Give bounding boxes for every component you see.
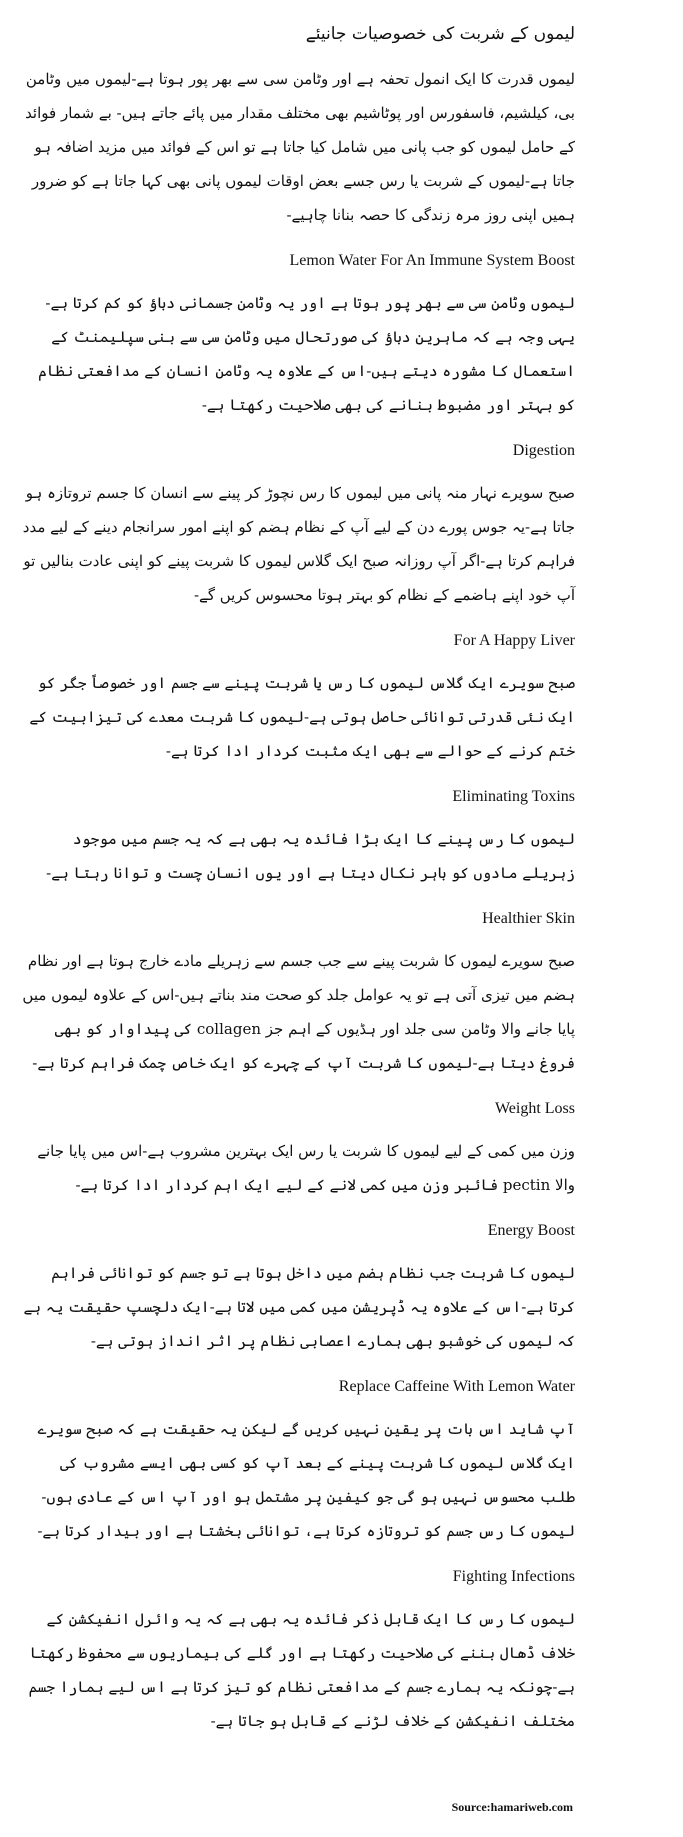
section-heading: Lemon Water For An Immune System Boost bbox=[289, 252, 575, 269]
section-healthier-skin bbox=[22, 908, 575, 1080]
section-body: صبح سویرے لیموں کا شربت پینے سے جب جسم سے زہریلے مادے خارج ہوتا ہے اور نظام ہضم میں تیزی آتی ہے تو یہ عوامل جلد کو صحت مند بناتے ہیں-اس کے علاوہ لیموں میں پایا جانے والا وٹامن سی جلد اور ہڈیوں کے اہم جز collagen کی پیداوار کو بھی فروغ دیتا ہے-لیموں کا شربت آپ کے چہرے کو ایک خاص چمک فراہم کرتا ہے- bbox=[22, 952, 575, 1072]
intro-paragraph: لیموں قدرت کا ایک انمول تحفہ ہے اور وٹامن سی سے بھر پور ہوتا ہے-لیموں میں وٹامن بی، کیلشیم، فاسفورس اور پوٹاشیم بھی مختلف مقدار میں پائے جاتے ہیں- بے شمار فوائد کے حامل لیموں کو جب پانی میں شامل کیا جاتا ہے تو اس کے فوائد میں مزید اضافہ ہو جاتا ہے-لیموں کے شربت یا رس جسے بعض اوقات لیموں پانی بھی کہا جاتا ہے کو ضرور ہمیں اپنی روز مرہ زندگی کا حصہ بنانا چاہیے- bbox=[25, 70, 575, 224]
section-heading: For A Happy Liver bbox=[453, 632, 575, 649]
section-heading: Digestion bbox=[512, 442, 575, 459]
section-heading: Energy Boost bbox=[487, 1222, 575, 1239]
section-body: وزن میں کمی کے لیے لیموں کا شربت یا رس ایک بہترین مشروب ہے-اس میں پایا جانے والا pectin فائبر وزن میں کمی لانے کے لیے ایک اہم کردار ادا کرتا ہے- bbox=[37, 1142, 575, 1194]
section-body: صبح سویرے نہار منہ پانی میں لیموں کا رس نچوڑ کر پینے سے انسان کا جسم تروتازہ ہو جاتا ہے-یہ جوس پورے دن کے لیے آپ کے نظام ہضم کو اپنے امور سرانجام دینے کے لیے مدد فراہم کرتا ہے-اگر آپ روزانہ صبح ایک گلاس لیموں کا شربت پینے کو اپنی عادت بنالیں تو آپ خود اپنے ہاضمے کے نظام کو بہتر ہوتا محسوس کریں گے- bbox=[22, 484, 575, 604]
section-replace-caffeine bbox=[22, 1376, 575, 1548]
section-happy-liver bbox=[22, 630, 575, 768]
section-body: لیموں وٹامن سی سے بھر پور ہوتا ہے اور یہ وٹامن جسمانی دباؤ کو کم کرتا ہے-یہی وجہ ہے کہ ماہرین دباؤ کی صورتحال میں وٹامن سی سے بنی سپلیمنٹ کے استعمال کا مشورہ دیتے ہیں-اس کے علاوہ یہ وٹامن انسان کے مدافعتی نظام کو بہتر اور مضبوط بنانے کی بھی صلاحیت رکھتا ہے- bbox=[38, 294, 575, 414]
section-digestion bbox=[22, 440, 575, 612]
section-weight-loss bbox=[22, 1098, 575, 1202]
section-body: لیموں کا رس پینے کا ایک بڑا فائدہ یہ بھی ہے کہ یہ جسم میں موجود زہریلے مادوں کو باہر نکال دیتا ہے اور یوں انسان چست و توانا رہتا ہے- bbox=[46, 830, 575, 882]
section-fighting-infections bbox=[22, 1566, 575, 1738]
section-body: صبح سویرے ایک گلاس لیموں کا رس یا شربت پینے سے جسم اور خصوصاً جگر کو ایک نئی قدرتی توانائی حاصل ہوتی ہے-لیموں کا شربت معدے کی تیزابیت کے ختم کرنے کے حوالے سے بھی ایک مثبت کردار ادا کرتا ہے- bbox=[29, 674, 575, 760]
section-body: لیموں کا رس کا ایک قابل ذکر فائدہ یہ بھی ہے کہ یہ وائرل انفیکشن کے خلاف ڈھال بننے کی صلاحیت رکھتا ہے اور گلے کی بیماریوں سے محفوظ رکھتا ہے-چونکہ یہ ہمارے جسم کے مدافعتی نظام کو تیز کرتا ہے اس لیے ہمارا جسم مختلف انفیکشن کے خلاف لڑنے کے قابل ہو جاتا ہے- bbox=[28, 1610, 575, 1730]
section-heading: Fighting Infections bbox=[452, 1568, 575, 1585]
section-heading: Eliminating Toxins bbox=[452, 788, 575, 805]
source-credit: Source:hamariweb.com bbox=[451, 1800, 573, 1814]
section-immune-boost bbox=[22, 250, 575, 422]
section-heading: Healthier Skin bbox=[482, 910, 575, 927]
page-title: لیموں کے شربت کی خصوصیات جانیئے bbox=[305, 24, 575, 44]
section-heading: Replace Caffeine With Lemon Water bbox=[338, 1378, 575, 1395]
section-body: آپ شاید اس بات پر یقین نہیں کریں گے لیکن یہ حقیقت ہے کہ صبح سویرے ایک گلاس لیموں کا شربت پینے کے بعد آپ کو کسی بھی ایسے مشروب کی طلب محسوس نہیں ہو گی جو کیفین پر مشتمل ہو اور آپ اس کے عادی ہوں-لیموں کا رس جسم کو تروتازہ کرتا ہے، توانائی بخشتا ہے اور بیدار کرتا ہے- bbox=[37, 1420, 575, 1540]
section-energy-boost bbox=[22, 1220, 575, 1358]
section-body: لیموں کا شربت جب نظام ہضم میں داخل ہوتا ہے تو جسم کو توانائی فراہم کرتا ہے-اس کے علاوہ یہ ڈپریشن میں کمی میں لاتا ہے-ایک دلچسپ حقیقت یہ ہے کہ لیموں کی خوشبو بھی ہمارے اعصابی نظام پر اثر انداز ہوتی ہے- bbox=[23, 1264, 575, 1350]
section-heading: Weight Loss bbox=[494, 1100, 575, 1117]
section-eliminating-toxins bbox=[22, 786, 575, 890]
